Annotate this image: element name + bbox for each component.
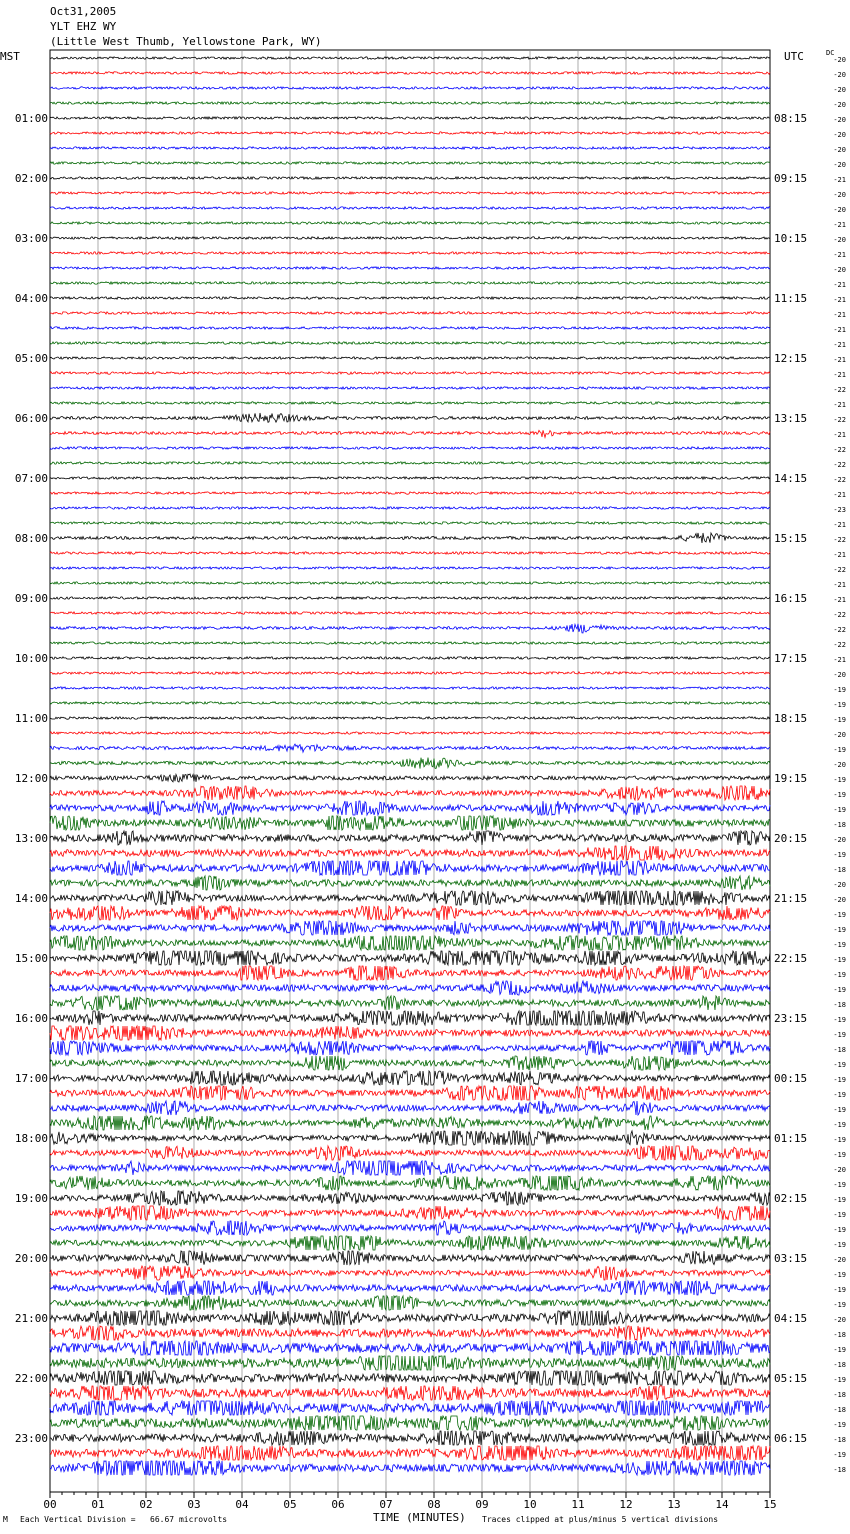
right-hour-label: 23:15 [774, 1012, 808, 1025]
left-hour-label: 21:00 [14, 1312, 48, 1325]
dc-offset-label: -18 [833, 1391, 846, 1399]
right-hour-label: 20:15 [774, 832, 808, 845]
header-station: YLT EHZ WY [50, 20, 117, 33]
x-tick-label: 15 [763, 1498, 777, 1511]
trace-line [50, 582, 770, 584]
trace-line [50, 147, 770, 149]
right-hour-label: 12:15 [774, 352, 808, 365]
dc-offset-label: -21 [833, 521, 846, 529]
trace-line [50, 687, 770, 689]
dc-offset-label: -21 [833, 596, 846, 604]
dc-offset-label: -19 [833, 1196, 846, 1204]
trace-line [50, 936, 770, 950]
dc-offset-label: -19 [833, 1376, 846, 1384]
trace-layer [50, 57, 770, 1475]
dc-offset-label: -21 [833, 221, 846, 229]
dc-offset-label: -18 [833, 1406, 846, 1414]
trace-line [50, 402, 770, 404]
trace-line [50, 1356, 770, 1370]
trace-line [50, 876, 770, 890]
dc-offset-label: -19 [833, 926, 846, 934]
axis-layer [15, 56, 846, 1511]
dc-offset-label: -19 [833, 851, 846, 859]
right-hour-label: 10:15 [774, 232, 808, 245]
trace-line [50, 702, 770, 704]
right-hour-label: 22:15 [774, 952, 808, 965]
dc-offset-label: -20 [833, 1316, 846, 1324]
plot-frame [50, 50, 770, 1492]
dc-offset-label: -19 [833, 746, 846, 754]
right-hour-label: 15:15 [774, 532, 808, 545]
trace-line [50, 447, 770, 449]
dc-offset-label: -19 [833, 716, 846, 724]
left-hour-label: 23:00 [14, 1432, 48, 1445]
dc-offset-label: -18 [833, 1001, 846, 1009]
trace-line [50, 87, 770, 89]
trace-line [50, 597, 770, 599]
right-hour-label: 21:15 [774, 892, 808, 905]
right-hour-label: 17:15 [774, 652, 808, 665]
dc-offset-label: -18 [833, 1046, 846, 1054]
trace-line [50, 1161, 770, 1175]
dc-offset-label: -19 [833, 686, 846, 694]
trace-line [50, 1026, 770, 1040]
trace-line [50, 1056, 770, 1070]
trace-line [50, 672, 770, 674]
right-hour-label: 11:15 [774, 292, 808, 305]
trace-line [50, 1191, 770, 1205]
left-hour-label: 11:00 [14, 712, 48, 725]
dc-offset-label: -19 [833, 1091, 846, 1099]
left-axis-title: MST [0, 50, 20, 63]
dc-offset-label: -21 [833, 311, 846, 319]
x-tick-label: 08 [427, 1498, 441, 1511]
dc-offset-label: -22 [833, 626, 846, 634]
dc-offset-label: -21 [833, 656, 846, 664]
trace-line [50, 1131, 770, 1145]
dc-offset-label: -19 [833, 1421, 846, 1429]
dc-offset-label: -19 [833, 956, 846, 964]
dc-offset-label: -19 [833, 1076, 846, 1084]
left-hour-label: 16:00 [14, 1012, 48, 1025]
dc-offset-label: -20 [833, 101, 846, 109]
dc-offset-label: -20 [833, 1256, 846, 1264]
right-hour-label: 14:15 [774, 472, 808, 485]
dc-offset-label: -19 [833, 1016, 846, 1024]
dc-offset-label: -18 [833, 866, 846, 874]
trace-line [50, 1146, 770, 1160]
trace-line [50, 1041, 770, 1055]
dc-offset-label: -21 [833, 176, 846, 184]
trace-line [50, 774, 770, 782]
dc-offset-label: -19 [833, 1226, 846, 1234]
left-hour-label: 12:00 [14, 772, 48, 785]
dc-offset-label: -20 [833, 1166, 846, 1174]
trace-line [50, 192, 770, 194]
trace-line [50, 430, 770, 437]
trace-line [50, 282, 770, 284]
dc-offset-label: -19 [833, 1181, 846, 1189]
dc-offset-label: -20 [833, 266, 846, 274]
trace-line [50, 237, 770, 239]
dc-offset-label: -21 [833, 491, 846, 499]
dc-offset-label: -20 [833, 671, 846, 679]
trace-line [50, 162, 770, 164]
right-hour-label: 01:15 [774, 1132, 808, 1145]
grid-layer [50, 50, 770, 1492]
left-hour-label: 09:00 [14, 592, 48, 605]
trace-line [50, 462, 770, 464]
x-tick-label: 03 [187, 1498, 201, 1511]
dc-offset-label: -18 [833, 1331, 846, 1339]
left-hour-label: 03:00 [14, 232, 48, 245]
left-hour-label: 19:00 [14, 1192, 48, 1205]
trace-line [50, 1461, 770, 1475]
dc-offset-label: -19 [833, 776, 846, 784]
right-hour-label: 19:15 [774, 772, 808, 785]
left-hour-label: 20:00 [14, 1252, 48, 1265]
dc-offset-label: -20 [833, 86, 846, 94]
trace-line [50, 951, 770, 965]
scale-note: Each Vertical Division = 66.67 microvolts [20, 1515, 228, 1524]
dc-offset-label: -20 [833, 761, 846, 769]
trace-line [50, 921, 770, 935]
trace-line [50, 1221, 770, 1235]
dc-offset-label: -22 [833, 416, 846, 424]
dc-offset-label: -21 [833, 581, 846, 589]
trace-line [50, 1281, 770, 1295]
dc-offset-label: -19 [833, 1451, 846, 1459]
trace-line [50, 846, 770, 860]
trace-line [50, 1101, 770, 1115]
dc-offset-label: -19 [833, 1151, 846, 1159]
trace-line [50, 816, 770, 830]
dc-offset-label: -20 [833, 896, 846, 904]
trace-line [50, 1326, 770, 1340]
dc-offset-label: -21 [833, 551, 846, 559]
dc-offset-label: -19 [833, 1136, 846, 1144]
x-tick-label: 01 [91, 1498, 105, 1511]
trace-line [50, 342, 770, 344]
dc-offset-label: -19 [833, 1301, 846, 1309]
dc-offset-label: -22 [833, 566, 846, 574]
dc-offset-label: -22 [833, 641, 846, 649]
dc-offset-label: -19 [833, 1286, 846, 1294]
dc-offset-label: -20 [833, 131, 846, 139]
trace-line [50, 312, 770, 314]
right-hour-label: 13:15 [774, 412, 808, 425]
dc-label: DC [826, 49, 835, 57]
trace-line [50, 533, 770, 543]
trace-line [50, 567, 770, 569]
trace-line [50, 1401, 770, 1415]
trace-line [50, 831, 770, 845]
right-hour-label: 02:15 [774, 1192, 808, 1205]
trace-line [50, 552, 770, 554]
header-location: (Little West Thumb, Yellowstone Park, WY) [50, 35, 322, 48]
dc-offset-label: -19 [833, 791, 846, 799]
trace-line [50, 222, 770, 224]
trace-line [50, 1386, 770, 1400]
left-hour-label: 08:00 [14, 532, 48, 545]
dc-offset-label: -21 [833, 326, 846, 334]
footer-mark: M [3, 1515, 8, 1524]
trace-line [50, 981, 770, 995]
dc-offset-label: -19 [833, 1061, 846, 1069]
trace-line [50, 1116, 770, 1130]
trace-line [50, 612, 770, 614]
trace-line [50, 207, 770, 209]
trace-line [50, 657, 770, 659]
dc-offset-label: -20 [833, 116, 846, 124]
x-tick-label: 12 [619, 1498, 633, 1511]
dc-offset-label: -19 [833, 986, 846, 994]
trace-line [50, 1416, 770, 1430]
trace-line [50, 1176, 770, 1190]
dc-offset-label: -20 [833, 146, 846, 154]
dc-offset-label: -18 [833, 1361, 846, 1369]
trace-line [50, 267, 770, 269]
dc-offset-label: -19 [833, 911, 846, 919]
trace-line [50, 117, 770, 119]
dc-offset-label: -20 [833, 881, 846, 889]
x-axis-title: TIME (MINUTES) [373, 1511, 466, 1524]
right-hour-label: 05:15 [774, 1372, 808, 1385]
left-hour-label: 05:00 [14, 352, 48, 365]
trace-line [50, 477, 770, 479]
trace-line [50, 102, 770, 104]
dc-offset-label: -21 [833, 281, 846, 289]
left-hour-label: 14:00 [14, 892, 48, 905]
dc-offset-label: -19 [833, 1271, 846, 1279]
right-hour-label: 09:15 [774, 172, 808, 185]
trace-line [50, 966, 770, 980]
right-hour-label: 03:15 [774, 1252, 808, 1265]
trace-line [50, 357, 770, 359]
trace-line [50, 1071, 770, 1085]
left-hour-label: 01:00 [14, 112, 48, 125]
trace-line [50, 1371, 770, 1385]
trace-line [50, 387, 770, 389]
dc-offset-label: -21 [833, 251, 846, 259]
trace-line [50, 744, 770, 752]
x-tick-label: 05 [283, 1498, 297, 1511]
dc-offset-label: -20 [833, 731, 846, 739]
left-hour-label: 18:00 [14, 1132, 48, 1145]
trace-line [50, 1431, 770, 1445]
trace-line [50, 906, 770, 920]
trace-line [50, 413, 770, 422]
left-hour-label: 10:00 [14, 652, 48, 665]
trace-line [50, 297, 770, 299]
dc-offset-label: -20 [833, 191, 846, 199]
dc-offset-label: -19 [833, 1031, 846, 1039]
trace-line [50, 732, 770, 734]
dc-offset-label: -18 [833, 1436, 846, 1444]
dc-offset-label: -19 [833, 941, 846, 949]
dc-offset-label: -19 [833, 1121, 846, 1129]
dc-offset-label: -19 [833, 971, 846, 979]
left-hour-label: 07:00 [14, 472, 48, 485]
trace-line [50, 1206, 770, 1220]
dc-offset-label: -21 [833, 401, 846, 409]
dc-offset-label: -19 [833, 701, 846, 709]
x-tick-label: 10 [523, 1498, 537, 1511]
dc-offset-label: -19 [833, 806, 846, 814]
dc-offset-label: -21 [833, 341, 846, 349]
dc-offset-label: -18 [833, 821, 846, 829]
dc-offset-label: -22 [833, 476, 846, 484]
right-hour-label: 06:15 [774, 1432, 808, 1445]
dc-offset-label: -19 [833, 1211, 846, 1219]
dc-offset-label: -22 [833, 461, 846, 469]
dc-offset-label: -20 [833, 206, 846, 214]
trace-line [50, 786, 770, 800]
dc-offset-label: -22 [833, 446, 846, 454]
trace-line [50, 624, 770, 633]
right-hour-label: 08:15 [774, 112, 808, 125]
trace-line [50, 717, 770, 719]
dc-offset-label: -21 [833, 371, 846, 379]
trace-line [50, 758, 770, 769]
trace-line [50, 132, 770, 134]
x-tick-label: 06 [331, 1498, 345, 1511]
x-tick-label: 14 [715, 1498, 729, 1511]
trace-line [50, 492, 770, 494]
trace-line [50, 861, 770, 875]
trace-line [50, 507, 770, 509]
x-tick-label: 07 [379, 1498, 393, 1511]
dc-offset-label: -19 [833, 1241, 846, 1249]
trace-line [50, 642, 770, 644]
trace-line [50, 1011, 770, 1025]
dc-offset-label: -19 [833, 1346, 846, 1354]
dc-offset-label: -20 [833, 236, 846, 244]
x-tick-label: 04 [235, 1498, 249, 1511]
dc-offset-label: -20 [833, 56, 846, 64]
x-tick-label: 11 [571, 1498, 585, 1511]
right-axis-title: UTC [784, 50, 804, 63]
dc-offset-label: -22 [833, 611, 846, 619]
x-tick-label: 02 [139, 1498, 153, 1511]
trace-line [50, 252, 770, 254]
trace-line [50, 1446, 770, 1460]
trace-line [50, 1296, 770, 1310]
trace-line [50, 891, 770, 905]
dc-offset-label: -19 [833, 1106, 846, 1114]
left-hour-label: 15:00 [14, 952, 48, 965]
trace-line [50, 1341, 770, 1355]
dc-offset-label: -21 [833, 431, 846, 439]
trace-line [50, 1251, 770, 1265]
trace-line [50, 72, 770, 74]
left-hour-label: 06:00 [14, 412, 48, 425]
trace-line [50, 801, 770, 815]
dc-offset-label: -22 [833, 536, 846, 544]
trace-line [50, 1236, 770, 1250]
x-tick-label: 00 [43, 1498, 57, 1511]
dc-offset-label: -20 [833, 836, 846, 844]
trace-line [50, 996, 770, 1010]
trace-line [50, 522, 770, 524]
left-hour-label: 17:00 [14, 1072, 48, 1085]
dc-offset-label: -21 [833, 356, 846, 364]
left-hour-label: 22:00 [14, 1372, 48, 1385]
dc-offset-label: -21 [833, 296, 846, 304]
left-hour-label: 02:00 [14, 172, 48, 185]
left-hour-label: 04:00 [14, 292, 48, 305]
right-hour-label: 16:15 [774, 592, 808, 605]
clip-note: Traces clipped at plus/minus 5 vertical divisions [482, 1515, 719, 1524]
trace-line [50, 1311, 770, 1325]
trace-line [50, 327, 770, 329]
right-hour-label: 00:15 [774, 1072, 808, 1085]
dc-offset-label: -22 [833, 386, 846, 394]
x-tick-label: 09 [475, 1498, 489, 1511]
dc-offset-label: -23 [833, 506, 846, 514]
trace-line [50, 372, 770, 374]
dc-offset-label: -20 [833, 161, 846, 169]
right-hour-label: 18:15 [774, 712, 808, 725]
x-tick-label: 13 [667, 1498, 681, 1511]
left-hour-label: 13:00 [14, 832, 48, 845]
trace-line [50, 1086, 770, 1100]
dc-offset-label: -20 [833, 71, 846, 79]
trace-line [50, 1266, 770, 1280]
dc-offset-label: -18 [833, 1466, 846, 1474]
header-date: Oct31,2005 [50, 5, 117, 18]
trace-line [50, 177, 770, 179]
trace-line [50, 57, 770, 59]
right-hour-label: 04:15 [774, 1312, 808, 1325]
